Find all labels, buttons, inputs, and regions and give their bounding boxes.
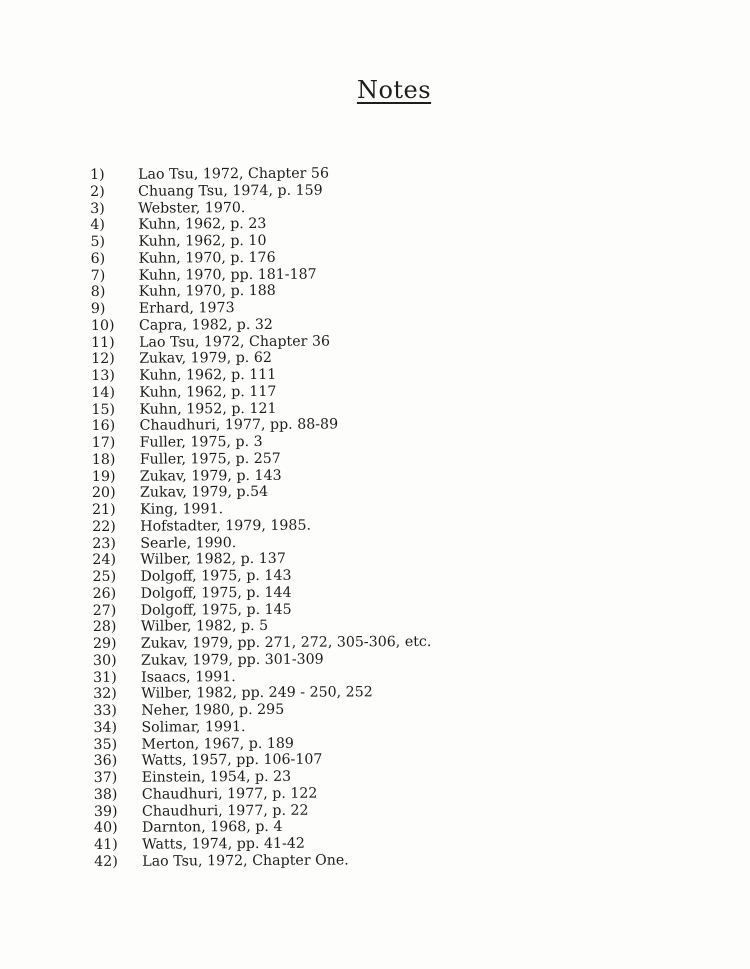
note-item xyxy=(91,349,430,368)
note-citation: Wilber, 1982, p. 5 xyxy=(140,618,269,635)
note-item xyxy=(90,198,429,217)
note-number: 22) xyxy=(92,518,116,535)
note-item xyxy=(91,366,430,385)
note-citation: Merton, 1967, p. 189 xyxy=(141,735,294,753)
note-item xyxy=(92,550,431,569)
note-item xyxy=(91,383,430,402)
note-item xyxy=(91,316,430,335)
note-number: 7) xyxy=(90,267,106,284)
note-number: 2) xyxy=(90,183,105,200)
note-item xyxy=(93,734,432,753)
note-citation: Lao Tsu, 1972, Chapter One. xyxy=(142,852,349,870)
note-citation: Solimar, 1991. xyxy=(141,718,246,736)
note-citation: Dolgoff, 1975, p. 145 xyxy=(140,601,292,619)
note-item xyxy=(94,768,433,787)
note-citation: Darnton, 1968, p. 4 xyxy=(141,819,283,836)
note-number: 29) xyxy=(92,635,117,652)
note-number: 15) xyxy=(91,401,116,418)
note-number: 34) xyxy=(93,719,118,736)
note-number: 20) xyxy=(91,485,116,502)
note-item xyxy=(93,634,432,653)
note-citation: Kuhn, 1970, pp. 181-187 xyxy=(138,266,317,284)
note-item xyxy=(92,466,431,485)
note-number: 41) xyxy=(94,836,118,853)
note-item xyxy=(94,835,433,854)
note-item xyxy=(93,667,432,686)
note-citation: Einstein, 1954, p. 23 xyxy=(141,768,292,786)
note-number: 17) xyxy=(91,434,116,451)
note-citation: Kuhn, 1970, p. 176 xyxy=(138,249,276,267)
note-citation: Lao Tsu, 1972, Chapter 56 xyxy=(137,165,329,183)
note-citation: Dolgoff, 1975, p. 143 xyxy=(140,567,292,585)
note-number: 25) xyxy=(92,568,117,585)
note-number: 39) xyxy=(93,803,118,820)
note-number: 16) xyxy=(91,418,116,435)
note-number: 14) xyxy=(91,384,116,401)
note-citation: Fuller, 1975, p. 3 xyxy=(139,433,263,451)
note-citation: Lao Tsu, 1972, Chapter 36 xyxy=(139,333,331,351)
note-item xyxy=(92,433,431,452)
note-number: 42) xyxy=(94,853,118,870)
note-citation: Zukav, 1979, p. 143 xyxy=(139,467,282,485)
note-number: 33) xyxy=(93,702,117,719)
note-number: 36) xyxy=(93,753,118,770)
note-item xyxy=(91,399,430,418)
note-item xyxy=(92,483,431,502)
note-citation: Isaacs, 1991. xyxy=(141,668,236,686)
note-item xyxy=(92,500,431,519)
note-citation: Watts, 1974, pp. 41-42 xyxy=(142,835,305,853)
note-citation: Kuhn, 1962, p. 111 xyxy=(139,366,277,384)
note-item xyxy=(91,265,430,284)
note-item xyxy=(92,416,431,435)
note-number: 37) xyxy=(93,769,118,786)
note-item xyxy=(93,651,432,670)
note-number: 32) xyxy=(93,686,117,703)
note-number: 12) xyxy=(91,351,115,368)
note-item xyxy=(91,282,430,301)
note-citation: Wilber, 1982, pp. 249 - 250, 252 xyxy=(141,684,373,702)
note-item xyxy=(92,450,431,469)
note-citation: Watts, 1957, pp. 106-107 xyxy=(141,751,323,769)
note-item xyxy=(94,751,433,770)
note-citation: Searle, 1990. xyxy=(140,534,237,552)
note-item xyxy=(90,165,429,184)
note-citation: Neher, 1980, p. 295 xyxy=(141,701,285,719)
note-citation: Zukav, 1979, p. 62 xyxy=(139,350,272,367)
note-citation: Capra, 1982, p. 32 xyxy=(138,316,273,334)
note-number: 30) xyxy=(92,652,117,669)
note-citation: King, 1991. xyxy=(140,501,224,518)
note-citation: Chaudhuri, 1977, p. 122 xyxy=(141,785,318,803)
note-item xyxy=(90,232,429,251)
note-item xyxy=(92,567,431,586)
note-citation: Kuhn, 1962, p. 10 xyxy=(138,232,267,250)
note-citation: Kuhn, 1962, p. 117 xyxy=(139,383,277,401)
note-citation: Chaudhuri, 1977, p. 22 xyxy=(141,802,309,820)
note-number: 3) xyxy=(90,200,105,217)
note-item xyxy=(93,600,432,619)
note-number: 10) xyxy=(90,317,115,334)
note-citation: Hofstadter, 1979, 1985. xyxy=(140,517,312,535)
note-citation: Dolgoff, 1975, p. 144 xyxy=(140,584,292,602)
note-number: 28) xyxy=(92,619,117,636)
note-citation: Chuang Tsu, 1974, p. 159 xyxy=(138,182,323,200)
note-citation: Zukav, 1979, pp. 271, 272, 305-306, etc. xyxy=(140,633,432,652)
note-citation: Zukav, 1979, p.54 xyxy=(139,484,269,501)
note-number: 38) xyxy=(93,786,118,803)
note-citation: Kuhn, 1962, p. 23 xyxy=(138,216,267,233)
note-citation: Chaudhuri, 1977, pp. 88-89 xyxy=(139,416,339,434)
note-number: 23) xyxy=(92,535,116,552)
note-citation: Wilber, 1982, p. 137 xyxy=(140,551,286,568)
note-number: 35) xyxy=(93,736,118,753)
note-number: 13) xyxy=(91,367,115,384)
note-number: 9) xyxy=(90,300,106,317)
note-number: 19) xyxy=(91,468,116,485)
note-item xyxy=(92,533,431,552)
note-number: 18) xyxy=(91,451,116,468)
note-number: 11) xyxy=(91,334,115,351)
note-item xyxy=(94,801,433,820)
note-citation: Zukav, 1979, pp. 301-309 xyxy=(140,651,324,669)
note-item xyxy=(93,701,432,720)
note-number: 27) xyxy=(92,602,117,619)
note-item xyxy=(92,517,431,536)
note-number: 8) xyxy=(90,284,106,301)
note-number: 31) xyxy=(93,669,117,686)
note-number: 21) xyxy=(92,501,116,518)
note-item xyxy=(90,215,429,234)
note-citation: Webster, 1970. xyxy=(138,199,246,217)
page-title: Notes xyxy=(356,76,432,104)
note-item xyxy=(90,182,429,201)
note-item xyxy=(94,818,433,837)
note-item xyxy=(93,684,432,703)
note-citation: Kuhn, 1970, p. 188 xyxy=(138,283,276,300)
note-number: 5) xyxy=(90,233,106,250)
note-citation: Erhard, 1973 xyxy=(138,300,235,317)
note-number: 4) xyxy=(90,217,105,234)
note-number: 24) xyxy=(92,552,117,569)
note-citation: Fuller, 1975, p. 257 xyxy=(139,450,281,468)
note-citation: Kuhn, 1952, p. 121 xyxy=(139,400,277,418)
notes-list xyxy=(90,165,433,871)
note-number: 40) xyxy=(93,820,118,837)
note-item xyxy=(93,584,432,603)
note-item xyxy=(93,617,432,636)
note-item xyxy=(94,785,433,804)
note-item xyxy=(94,852,433,871)
note-item xyxy=(91,249,430,268)
note-item xyxy=(93,718,432,737)
note-number: 6) xyxy=(90,250,106,267)
note-number: 26) xyxy=(92,585,117,602)
note-item xyxy=(91,299,430,318)
note-item xyxy=(91,332,430,351)
note-number: 1) xyxy=(90,166,105,183)
